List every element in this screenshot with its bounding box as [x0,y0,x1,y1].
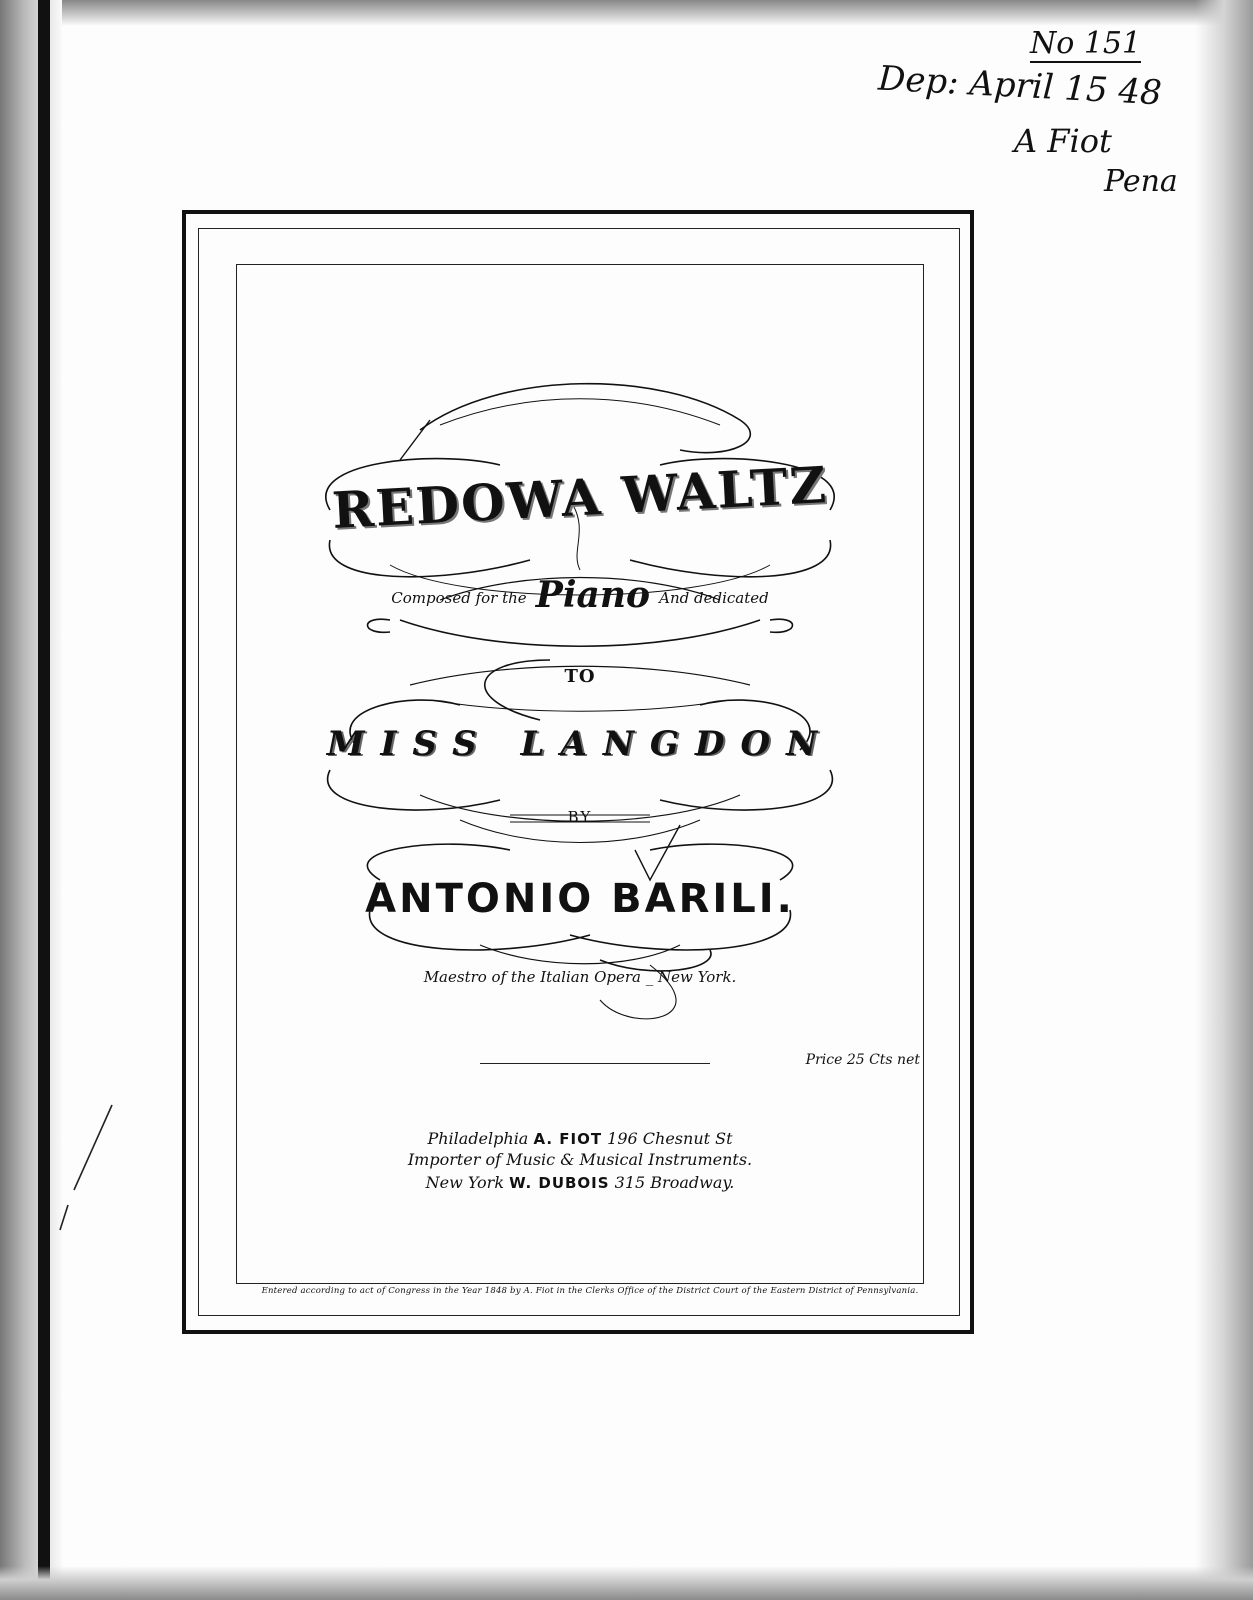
song-title: REDOWA WALTZ [330,455,830,540]
by-label: BY [567,808,593,826]
handwritten-deposit-date: Dep: April 15 48 [877,58,1163,114]
agent-city: New York [425,1173,505,1192]
publisher-address: 196 Chesnut St [607,1129,733,1148]
instrument-name: Piano [535,574,651,616]
handwritten-name: A Fiot [1014,122,1112,160]
publisher-name: A. FIOT [533,1130,603,1148]
composer-title: Maestro of the Italian Opera _ New York. [423,968,737,986]
dedicated-text: And dedicated [659,589,769,607]
composed-for-text: Composed for the [391,589,527,607]
publisher-line-2: Importer of Music & Musical Instruments. [407,1150,753,1169]
copyright-notice: Entered according to act of Congress in the Year 1848 by A. Fiot in the Clerks Office of the District Court of the Eastern District of Pennsylvania. [261,1286,919,1296]
agent-name: W. DUBOIS [509,1174,610,1192]
agent-address: 315 Broadway. [614,1173,735,1192]
price-label: Price 25 Cts net [805,1052,920,1068]
composer-name: ANTONIO BARILI. [365,876,795,922]
handwritten-name-second-line: Pena [1104,164,1178,199]
publisher-city: Philadelphia [427,1129,529,1148]
handwritten-number: No 151 [1030,26,1142,61]
to-label: TO [564,666,596,687]
dedicatee-name: MISS LANGDON [326,724,834,764]
